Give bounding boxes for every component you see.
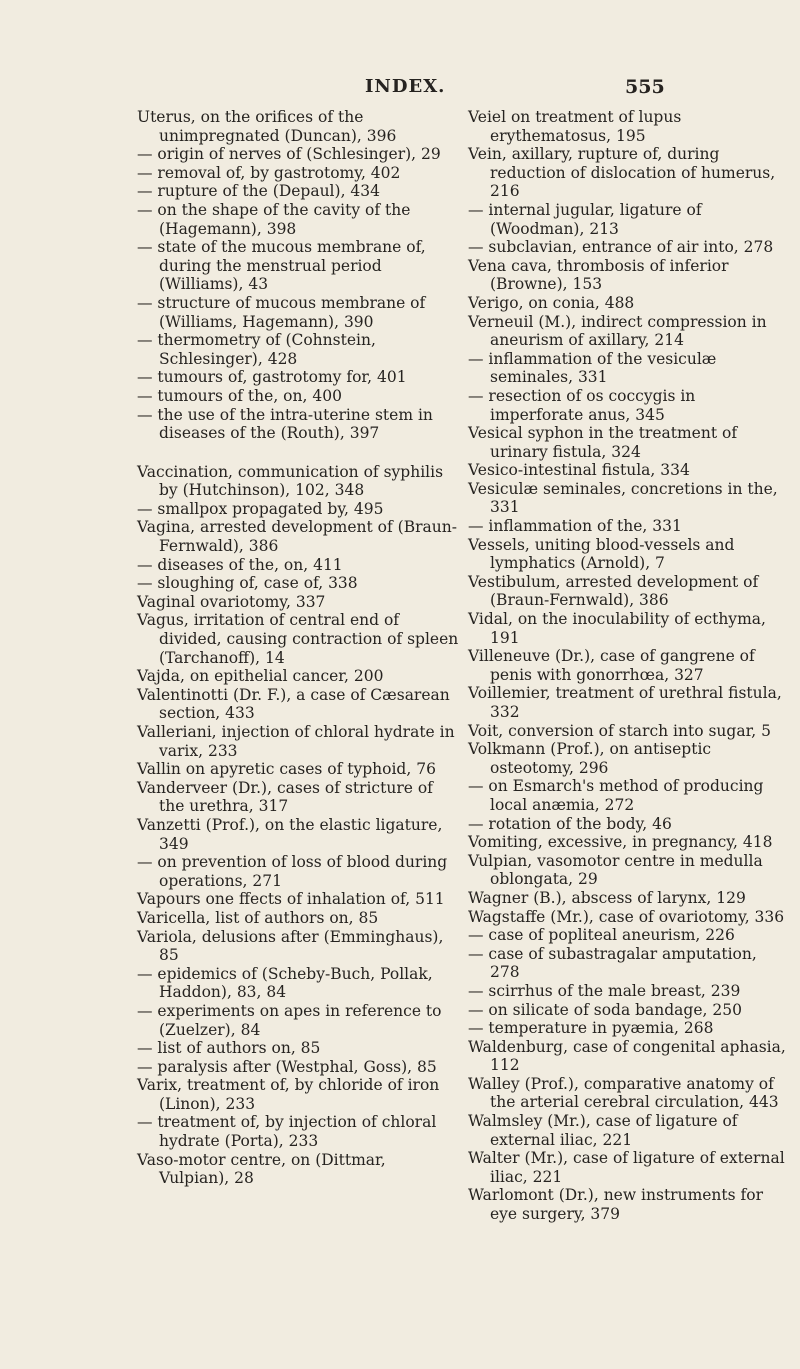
index-entry: — subclavian, entrance of air into, 278 bbox=[468, 238, 774, 257]
index-entry: Vaccination, communication of syphilis by (Hutchinson), 102, 348 bbox=[137, 462, 444, 500]
index-entry: Wagstaffe (Mr.), case of ovariotomy, 336 bbox=[468, 907, 785, 926]
index-entry: — paralysis after (Westphal, Goss), 85 bbox=[137, 1057, 437, 1076]
index-entry: Vanzetti (Prof.), on the elastic ligature, 349 bbox=[137, 815, 443, 853]
index-entry: — diseases of the, on, 411 bbox=[137, 555, 343, 574]
index-entry: Vesico-intestinal fistula, 334 bbox=[468, 461, 690, 480]
right-column bbox=[468, 108, 788, 1224]
index-entry: — the use of the intra-uterine stem in diseases of the (Routh), 397 bbox=[137, 405, 433, 443]
index-entry: — internal jugular, ligature of (Woodman), 213 bbox=[468, 200, 702, 238]
index-entry: Valentinotti (Dr. F.), a case of Cæsarean section, 433 bbox=[137, 685, 450, 723]
index-entry: — case of popliteal aneurism, 226 bbox=[468, 926, 735, 945]
index-entry: Variola, delusions after (Emminghaus), 85 bbox=[137, 927, 444, 965]
index-entry: Warlomont (Dr.), new instruments for eye surgery, 379 bbox=[468, 1186, 764, 1224]
index-entry: Waldenburg, case of congenital aphasia, 112 bbox=[468, 1037, 786, 1075]
page-number: 555 bbox=[625, 76, 665, 98]
index-entry: Verneuil (M.), indirect compression in aneurism of axillary, 214 bbox=[468, 312, 767, 350]
index-entry: Vulpian, vasomotor centre in medulla oblongata, 29 bbox=[468, 851, 763, 889]
index-entry: — list of authors on, 85 bbox=[137, 1039, 321, 1058]
index-entry: — on Esmarch's method of producing local anæmia, 272 bbox=[468, 777, 764, 814]
index-entry: Walter (Mr.), case of ligature of external iliac, 221 bbox=[468, 1149, 785, 1186]
index-entry: Voit, conversion of starch into sugar, 5 bbox=[468, 721, 771, 740]
index-entry: Verigo, on conia, 488 bbox=[468, 293, 635, 312]
index-entry: — on the shape of the cavity of the (Hagemann), 398 bbox=[137, 200, 411, 238]
index-entry: Volkmann (Prof.), on antiseptic osteotomy, 296 bbox=[468, 740, 712, 777]
index-entry: — rotation of the body, 46 bbox=[468, 814, 672, 833]
index-entry: Vidal, on the inoculability of ecthyma, 191 bbox=[468, 610, 766, 647]
left-column bbox=[137, 108, 459, 1188]
index-entry: — on silicate of soda bandage, 250 bbox=[468, 1000, 742, 1019]
page-header bbox=[0, 76, 800, 106]
index-entry: Villeneuve (Dr.), case of gangrene of penis with gonorrhœa, 327 bbox=[468, 647, 755, 684]
index-entry: Vaso-motor centre, on (Dittmar, Vulpian), 28 bbox=[137, 1150, 386, 1188]
index-entry: Vesical syphon in the treatment of urinary fistula, 324 bbox=[468, 424, 738, 461]
index-entry: — smallpox propagated by, 495 bbox=[137, 499, 384, 518]
index-entry: Uterus, on the orifices of the unimpregnated (Duncan), 396 bbox=[137, 108, 397, 145]
index-entry: — scirrhus of the male breast, 239 bbox=[468, 981, 741, 1000]
index-entry: — resection of os coccygis in imperforate anus, 345 bbox=[468, 386, 696, 424]
index-entry: Vajda, on epithelial cancer, 200 bbox=[137, 667, 384, 686]
index-entry: Varix, treatment of, by chloride of iron (Linon), 233 bbox=[137, 1076, 440, 1113]
index-entry: — rupture of the (Depaul), 434 bbox=[137, 182, 381, 201]
index-entry: Voillemier, treatment of urethral fistula, 332 bbox=[468, 684, 782, 721]
index-entry: Walley (Prof.), comparative anatomy of the arterial cerebral circulation, 443 bbox=[468, 1074, 779, 1112]
index-entry: Wagner (B.), abscess of larynx, 129 bbox=[468, 888, 746, 907]
section-gap bbox=[137, 443, 459, 463]
index-entry: — epidemics of (Scheby-Buch, Pollak, Haddon), 83, 84 bbox=[137, 964, 433, 1002]
index-entry: — treatment of, by injection of chloral hydrate (Porta), 233 bbox=[137, 1113, 437, 1151]
index-entry: — tumours of the, on, 400 bbox=[137, 386, 342, 405]
index-entry: Vomiting, excessive, in pregnancy, 418 bbox=[468, 833, 773, 852]
index-entry: — tumours of, gastrotomy for, 401 bbox=[137, 368, 407, 387]
index-entry: Vesiculæ seminales, concretions in the, 331 bbox=[468, 479, 778, 517]
index-entry: Vaginal ovariotomy, 337 bbox=[137, 592, 326, 611]
index-entry: Vapours one ffects of inhalation of, 511 bbox=[137, 890, 445, 909]
index-entry: — inflammation of the, 331 bbox=[468, 517, 682, 536]
index-entry: Vallin on apyretic cases of typhoid, 76 bbox=[137, 760, 436, 779]
index-entry: — case of subastragalar amputation, 278 bbox=[468, 944, 757, 982]
index-entry: Vanderveer (Dr.), cases of stricture of the urethra, 317 bbox=[137, 778, 433, 816]
index-entry: — experiments on apes in reference to (Zuelzer), 84 bbox=[137, 1001, 442, 1039]
index-entry: Vagus, irritation of central end of divided, causing contraction of spleen (Tarchanoff), 14 bbox=[137, 611, 459, 667]
index-entry: — temperature in pyæmia, 268 bbox=[468, 1019, 714, 1038]
index-entry: — origin of nerves of (Schlesinger), 29 bbox=[137, 145, 441, 164]
index-entry: — inflammation of the vesiculæ seminales, 331 bbox=[468, 349, 717, 387]
index-entry: Vestibulum, arrested development of (Braun-Fernwald), 386 bbox=[468, 572, 759, 610]
index-entry: Vein, axillary, rupture of, during reduction of dislocation of humerus, 216 bbox=[468, 145, 776, 201]
index-entry: Walmsley (Mr.), case of ligature of external iliac, 221 bbox=[468, 1112, 738, 1149]
index-entry: — removal of, by gastrotomy, 402 bbox=[137, 163, 401, 182]
index-entry: Veiel on treatment of lupus erythematosus, 195 bbox=[468, 108, 682, 145]
index-entry: Vagina, arrested development of (Braun-Fernwald), 386 bbox=[137, 518, 457, 556]
index-entry: Valleriani, injection of chloral hydrate in varix, 233 bbox=[137, 723, 455, 760]
index-entry: Vena cava, thrombosis of inferior (Browne), 153 bbox=[468, 256, 729, 294]
index-entry: — sloughing of, case of, 338 bbox=[137, 574, 358, 593]
index-entry: Varicella, list of authors on, 85 bbox=[137, 908, 379, 927]
index-entry: — thermometry of (Cohnstein, Schlesinger), 428 bbox=[137, 331, 376, 368]
index-entry: — on prevention of loss of blood during operations, 271 bbox=[137, 853, 448, 890]
index-entry: Vessels, uniting blood-vessels and lymphatics (Arnold), 7 bbox=[468, 535, 735, 573]
index-entry: — state of the mucous membrane of, during the menstrual period (Williams), 43 bbox=[137, 238, 426, 294]
index-entry: — structure of mucous membrane of (Williams, Hagemann), 390 bbox=[137, 293, 426, 331]
running-title: INDEX. bbox=[365, 76, 446, 97]
